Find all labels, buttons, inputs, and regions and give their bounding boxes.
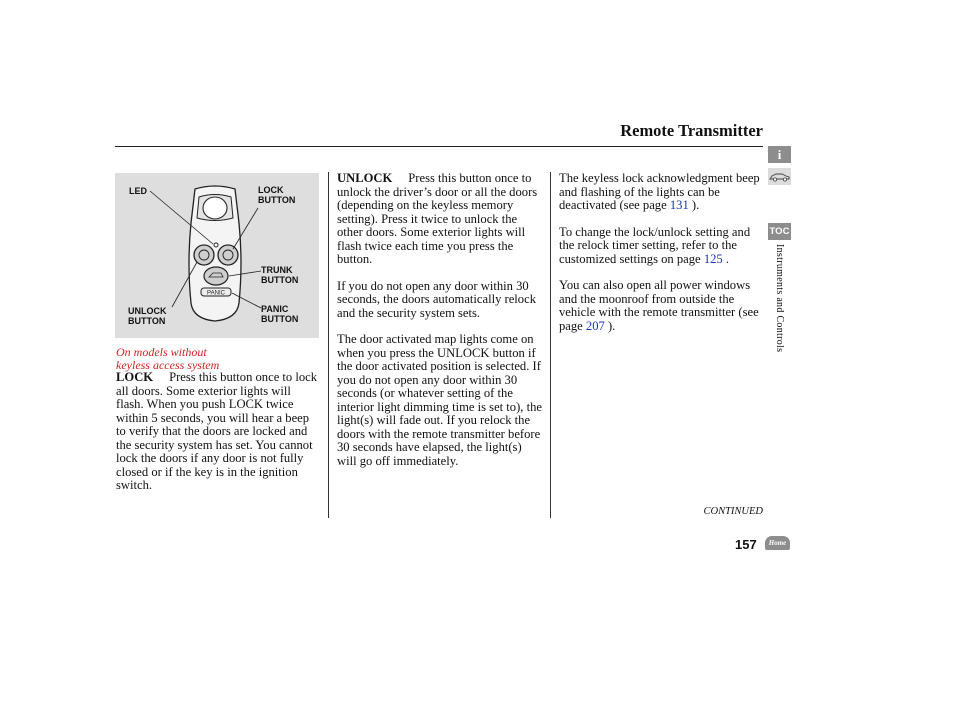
page-link-207[interactable]: 207 xyxy=(585,318,605,333)
section-label: Instruments and Controls xyxy=(774,244,785,353)
page-link-131[interactable]: 131 xyxy=(669,198,689,212)
column-3 xyxy=(559,172,761,333)
trunk-button-label: TRUNK BUTTON xyxy=(261,265,299,285)
deactivate-paragraph: The keyless lock acknowledgment beep and flashing of the lights can be deactivated (see page 131 ). xyxy=(559,171,760,212)
unlock-paragraph: UNLOCK Press this button once to unlock the driver’s door or all the doors (depending on the keyless memory setting). Press it twice to unlock the other doors. Some exterior lights will flash twice each time you press the button. xyxy=(337,171,538,266)
home-button[interactable]: Home xyxy=(765,536,790,550)
column-2 xyxy=(337,172,544,468)
lock-button-label: LOCK BUTTON xyxy=(258,185,296,205)
car-shape-icon xyxy=(769,171,790,182)
unlock-keyword: UNLOCK xyxy=(337,171,393,185)
car-icon[interactable] xyxy=(768,168,791,185)
page-title: Remote Transmitter xyxy=(620,121,763,140)
windows-paragraph: You can also open all power windows and the moonroof from outside the vehicle with the remote transmitter (see page 207 ). xyxy=(559,278,759,333)
column-divider-2 xyxy=(550,172,551,518)
map-lights-paragraph: The door activated map lights come on when you press the UNLOCK button if the door activated position is selected. If you do not open any door within 30 seconds (or whatever setting of the interior light dimming time is set to), the light(s) will fade out. If you relock the doors with the remote transmitter before 30 seconds have elapsed, the light(s) will go off immediately. xyxy=(337,332,542,468)
panic-button-label: PANIC BUTTON xyxy=(261,304,299,324)
toc-tab[interactable]: TOC xyxy=(768,223,791,240)
continued-label: CONTINUED xyxy=(703,506,763,517)
column-1 xyxy=(116,371,319,493)
model-note: On models without keyless access system xyxy=(116,345,220,372)
page-link-125[interactable]: 125 xyxy=(703,251,723,266)
lock-keyword: LOCK xyxy=(116,370,154,384)
lock-paragraph: LOCK Press this button once to lock all doors. Some exterior lights will flash. When you push LOCK twice within 5 seconds, you will hear a beep to verify that the doors are locked and the security system has set. You cannot lock the doors if any door is not fully closed or if the key is in the ignition switch. xyxy=(116,370,318,492)
led-label: LED xyxy=(129,186,147,196)
header-rule xyxy=(115,146,763,147)
panic-key-text: PANIC xyxy=(207,290,225,297)
column-divider-1 xyxy=(328,172,329,518)
settings-paragraph: To change the lock/unlock setting and the relock timer setting, refer to the customized settings on page 125 . xyxy=(559,224,751,266)
page-number: 157 xyxy=(735,537,757,552)
led-indicator xyxy=(214,243,218,247)
unlock-button-label: UNLOCK BUTTON xyxy=(128,306,167,326)
trunk-key xyxy=(204,267,228,285)
relock-paragraph: If you do not open any door within 30 seconds, the doors automatically relock and the security system sets. xyxy=(337,278,536,320)
info-icon[interactable]: i xyxy=(768,146,791,163)
lock-key xyxy=(218,245,238,265)
remote-transmitter-figure xyxy=(115,173,319,338)
